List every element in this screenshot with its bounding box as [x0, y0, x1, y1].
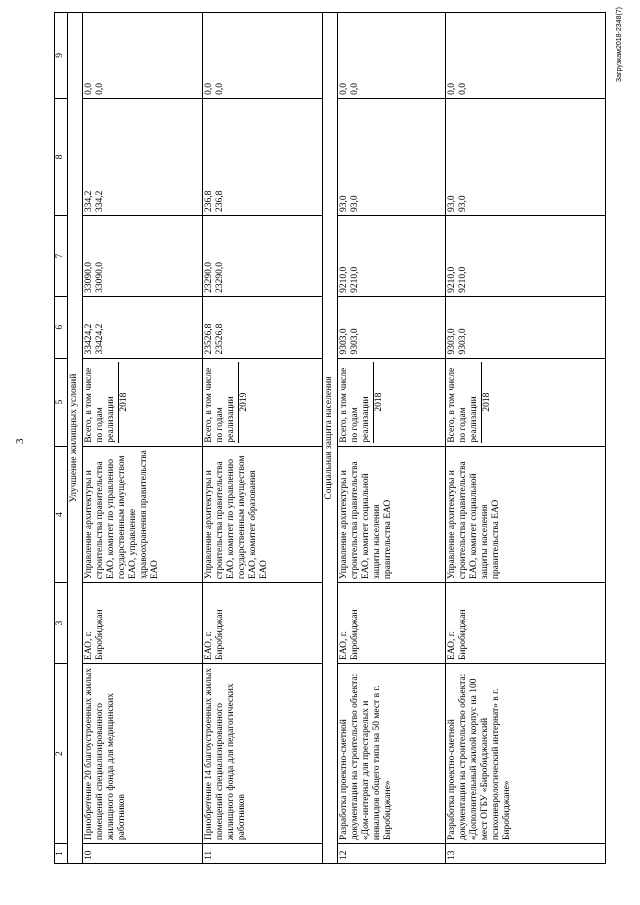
location: ЕАО, г. Биробиджан [203, 583, 323, 664]
col-number: 3 [55, 583, 68, 664]
federal-year: 9210,0 [458, 266, 468, 293]
total-all: 33424,2 [84, 323, 94, 355]
section-row [68, 13, 83, 864]
col-number: 9 [55, 13, 68, 99]
total-all: 9303,0 [447, 328, 457, 355]
row-number: 12 [338, 844, 446, 864]
regional-budget [338, 98, 446, 215]
other-year: 0,0 [458, 82, 468, 95]
period [203, 358, 323, 446]
executor: Управление архитектуры и строительства правительства ЕАО, комитет по управлению государственным имуществом ЕАО, управление здравоохранения правительства ЕАО [83, 446, 203, 582]
federal-budget [338, 216, 446, 297]
table-row [83, 13, 203, 864]
table-row [446, 13, 606, 864]
regional-budget [446, 98, 606, 215]
total-year: 33424,2 [95, 323, 105, 355]
regional-all: 334,2 [84, 190, 94, 212]
total-all: 9303,0 [339, 328, 349, 355]
other-sources [338, 13, 446, 99]
other-sources [203, 13, 323, 99]
col-number: 8 [55, 98, 68, 215]
other-year: 0,0 [215, 82, 225, 95]
column-number-row [55, 13, 68, 864]
page-number: 3 [14, 438, 26, 444]
period [338, 358, 446, 446]
total-cost [83, 296, 203, 358]
federal-all: 33090,0 [84, 262, 94, 293]
col-number: 5 [55, 358, 68, 446]
period [446, 358, 606, 446]
federal-year: 9210,0 [350, 266, 360, 293]
federal-year: 23290,0 [215, 262, 225, 293]
federal-budget [203, 216, 323, 297]
col-number: 2 [55, 664, 68, 844]
regional-budget [83, 98, 203, 215]
total-cost [203, 296, 323, 358]
period-label: Всего, в том числе по годам реализации [84, 362, 119, 443]
total-all: 23526,8 [204, 323, 214, 355]
period-label: Всего, в том числе по годам реализации [447, 362, 482, 443]
regional-year: 93,0 [458, 195, 468, 212]
period-year: 2018 [119, 392, 129, 412]
executor: Управление архитектуры и строительства правительства ЕАО, комитет социальной защиты населения правительства ЕАО [446, 446, 606, 582]
regional-year: 93,0 [350, 195, 360, 212]
other-all: 0,0 [204, 82, 214, 95]
col-number: 7 [55, 216, 68, 297]
col-number: 1 [55, 844, 68, 864]
location: ЕАО, г. Биробиджан [83, 583, 203, 664]
object-name: Разработка проектно-сметной документации на строительство объекта: «Дополнительный жилой корпус на 100 мест ОГБУ «Биробиджанский психоневрологический интернат» в г. Биробиджане» [446, 664, 606, 844]
period-year: 2019 [239, 392, 249, 412]
other-year: 0,0 [350, 82, 360, 95]
total-year: 9303,0 [350, 328, 360, 355]
location: ЕАО, г. Биробиджан [338, 583, 446, 664]
col-number: 6 [55, 296, 68, 358]
other-all: 0,0 [84, 82, 94, 95]
row-number: 10 [83, 844, 203, 864]
table-row [338, 13, 446, 864]
object-name: Разработка проектно-сметной документации на строительство объекта: «Дом-интернат для престарелых и инвалидов общего типа на 50 мест в г. Биробиджане» [338, 664, 446, 844]
col-number: 4 [55, 446, 68, 582]
footer-code: Загрузкам2018-2348(7) [616, 7, 623, 83]
total-year: 9303,0 [458, 328, 468, 355]
executor: Управление архитектуры и строительства правительства ЕАО, комитет социальной защиты населения правительства ЕАО [338, 446, 446, 582]
table-row [203, 13, 323, 864]
regional-all: 236,8 [204, 190, 214, 212]
federal-all: 23290,0 [204, 262, 214, 293]
period-label: Всего, в том числе по годам реализации [339, 362, 374, 443]
executor: Управление архитектуры и строительства правительства ЕАО, комитет по управлению государственным имуществом ЕАО, комитет образования ЕАО [203, 446, 323, 582]
regional-all: 93,0 [447, 195, 457, 212]
program-table [54, 12, 606, 864]
federal-all: 9210,0 [339, 266, 349, 293]
other-sources [83, 13, 203, 99]
other-all: 0,0 [339, 82, 349, 95]
object-name: Приобретение 20 благоустроенных жилых помещений специализированного жилищного фонда для медицинских работников [83, 664, 203, 844]
regional-year: 334,2 [95, 190, 105, 212]
federal-budget [83, 216, 203, 297]
regional-all: 93,0 [339, 195, 349, 212]
other-year: 0,0 [95, 82, 105, 95]
regional-budget [203, 98, 323, 215]
federal-year: 33090,0 [95, 262, 105, 293]
period-year: 2018 [374, 392, 384, 412]
row-number: 11 [203, 844, 323, 864]
section-title-social: Социальная защита населения [323, 13, 338, 864]
total-cost [446, 296, 606, 358]
location: ЕАО, г. Биробиджан [446, 583, 606, 664]
other-all: 0,0 [447, 82, 457, 95]
federal-all: 9210,0 [447, 266, 457, 293]
other-sources [446, 13, 606, 99]
section-title-housing: Улучшение жилищных условий [68, 13, 83, 864]
period-label: Всего, в том числе по годам реализации [204, 362, 239, 443]
regional-year: 236,8 [215, 190, 225, 212]
row-number: 13 [446, 844, 606, 864]
period-year: 2018 [482, 392, 492, 412]
total-cost [338, 296, 446, 358]
object-name: Приобретение 14 благоустроенных жилых помещений специализированного жилищного фонда для педагогических работников [203, 664, 323, 844]
section-row [323, 13, 338, 864]
period [83, 358, 203, 446]
total-year: 23526,8 [215, 323, 225, 355]
federal-budget [446, 216, 606, 297]
